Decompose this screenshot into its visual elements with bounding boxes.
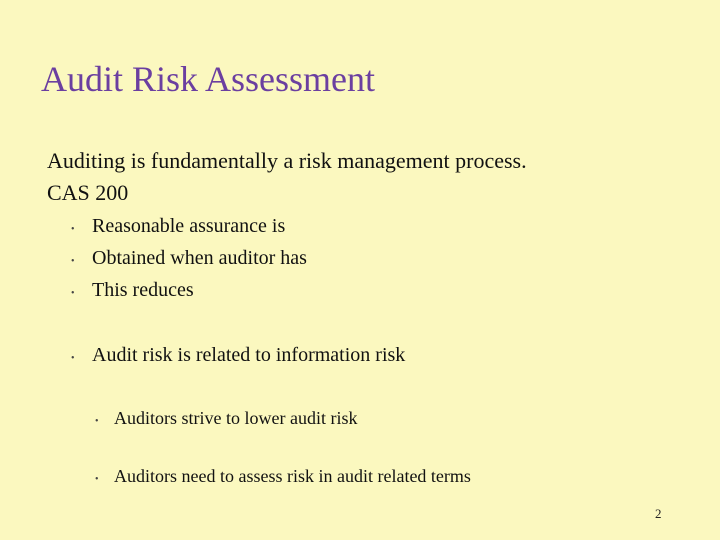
intro-line-1: Auditing is fundamentally a risk management process. [47, 148, 527, 173]
bullet-text: Audit risk is related to information risk [92, 344, 406, 366]
intro-line-2: CAS 200 [47, 180, 129, 205]
bullet-item [71, 344, 405, 367]
bullet-text: This reduces [92, 279, 194, 301]
sub-bullet-item [95, 408, 357, 429]
sub-bullet-text: Auditors strive to lower audit risk [114, 408, 358, 428]
bullet-dot-icon: • [95, 416, 99, 427]
bullet-item [71, 279, 194, 302]
bullet-item [71, 215, 285, 238]
bullet-dot-icon: • [71, 256, 75, 267]
page-number: 2 [655, 506, 662, 521]
bullet-dot-icon: • [95, 474, 99, 485]
sub-bullet-item [95, 466, 471, 487]
bullet-dot-icon: • [71, 224, 75, 235]
bullet-text: Obtained when auditor has [92, 247, 307, 269]
sub-bullet-text: Auditors need to assess risk in audit related terms [114, 466, 471, 486]
bullet-dot-icon: • [71, 288, 75, 299]
bullet-text: Reasonable assurance is [92, 215, 286, 237]
slide-title: Audit Risk Assessment [41, 59, 376, 99]
bullet-item [71, 247, 307, 270]
bullet-dot-icon: • [71, 353, 75, 364]
